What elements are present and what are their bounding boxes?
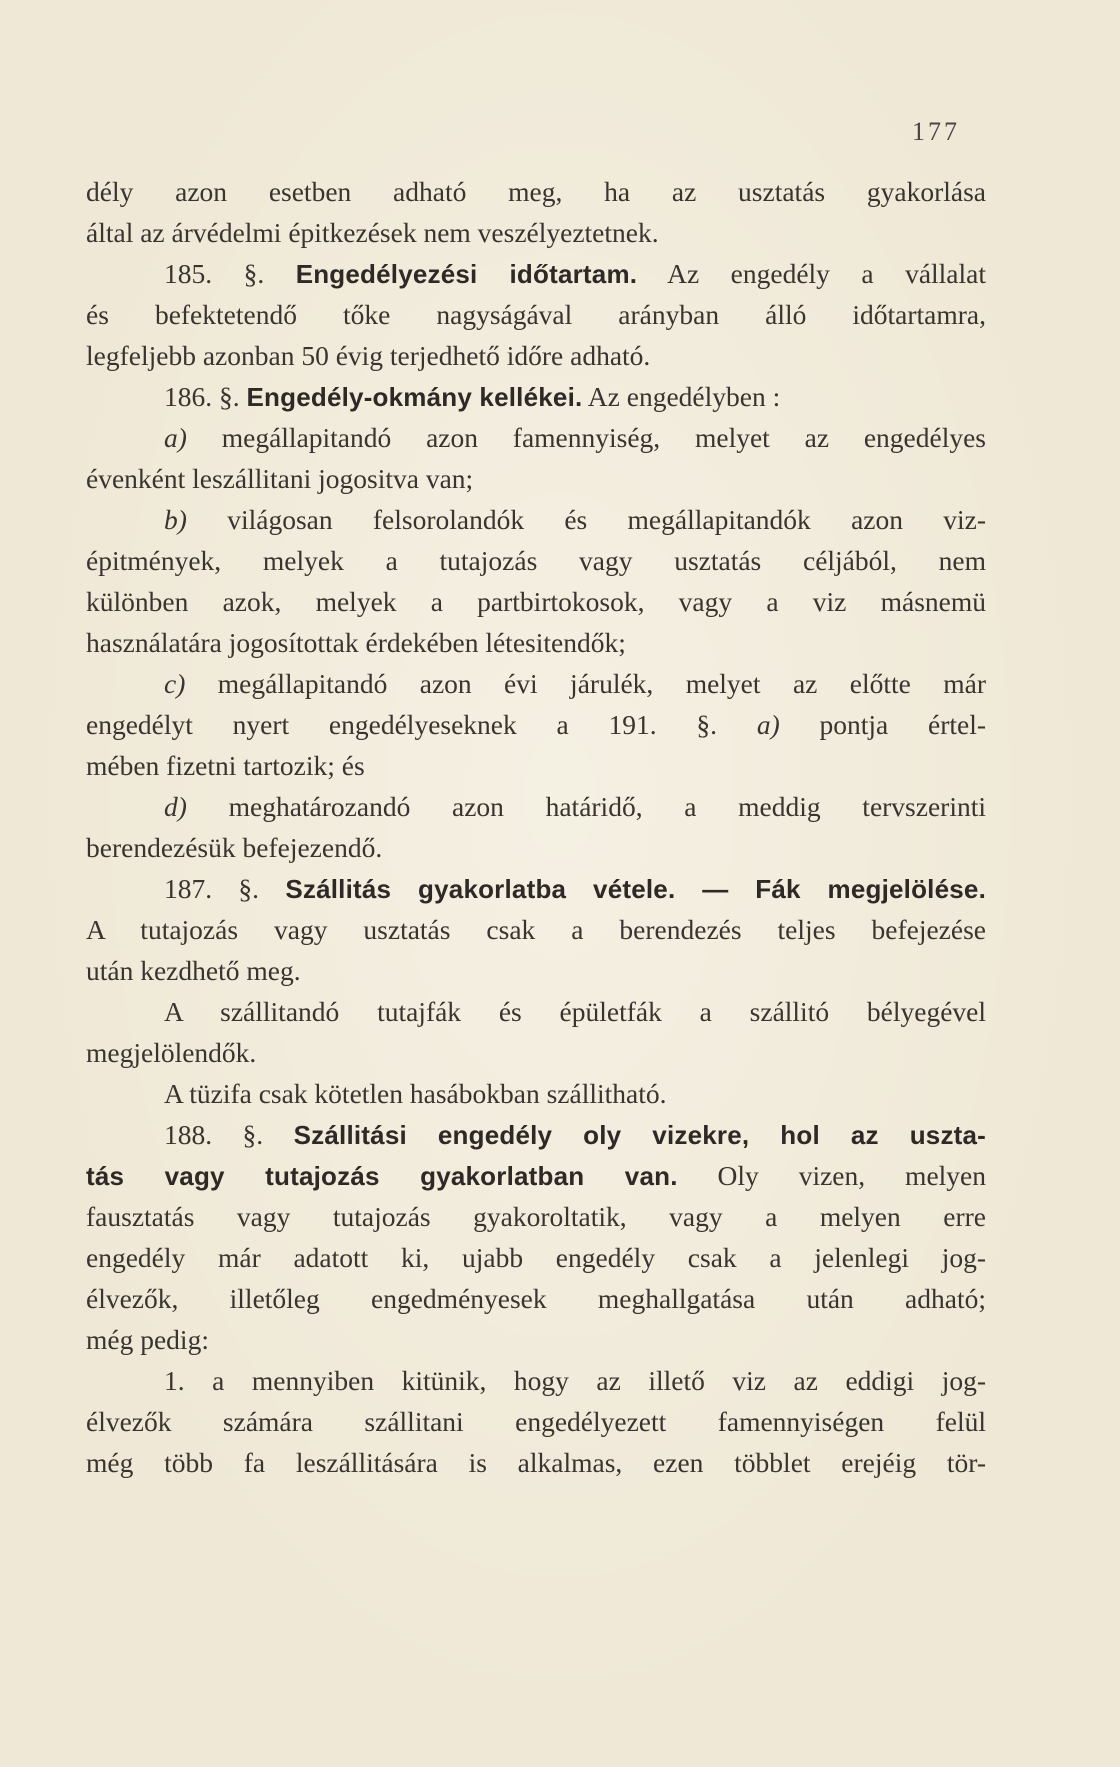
text-line: megjelölendők. — [86, 1037, 257, 1068]
list-marker: d) — [164, 791, 187, 822]
section-185: 185. §. Engedélyezési időtartam. Az engedély a vállalat — [164, 258, 986, 289]
list-marker: c) — [164, 668, 186, 699]
text-line: és befektetendő tőke nagyságával arányban álló időtartamra, — [86, 299, 986, 330]
text-line: még több fa leszállitására is alkalmas, ezen többlet erejéig tör- — [86, 1447, 986, 1478]
section-number: 186. §. — [164, 381, 240, 412]
text-line: dély azon esetben adható meg, ha az usztatás gyakorlása — [86, 176, 986, 207]
section-188 — [86, 1114, 986, 1156]
text-line: engedély már adatott ki, ujabb engedély csak a jelenlegi jog- — [86, 1242, 986, 1273]
text-line: épitmények, melyek a tutajozás vagy usztatás céljából, nem — [86, 545, 986, 576]
text-line: élvezők számára szállitani engedélyezett famennyiségen felül — [86, 1406, 986, 1437]
section-heading: Engedély-okmány kellékei. — [246, 382, 583, 412]
list-marker: b) — [164, 504, 187, 535]
list-item-b: b) világosan felsorolandók és megállapitandók azon viz- — [164, 504, 987, 535]
text-line: mében fizetni tartozik; és — [86, 750, 365, 781]
section-187 — [86, 868, 986, 910]
page-number: 177 — [912, 117, 960, 146]
section-number: 188. §. — [164, 1119, 264, 1150]
section-heading: Szállitás gyakorlatba vétele. — Fák megjelölése. — [285, 874, 986, 904]
list-marker: a) — [756, 709, 780, 740]
text-line: után kezdhető meg. — [86, 955, 301, 986]
section-heading: Engedélyezési időtartam. — [295, 259, 638, 289]
section-heading-continued: tás vagy tutajozás gyakorlatban van. — [86, 1161, 678, 1191]
text-line: használatára jogosítottak érdekében létesitendők; — [86, 627, 626, 658]
section-186: 186. §. Engedély-okmány kellékei. Az engedélyben : — [164, 381, 781, 412]
text-line: élvezők, illetőleg engedményesek meghallgatása után adható; — [86, 1283, 986, 1314]
text-line: A szállitandó tutajfák és épületfák a szállitó bélyegével — [164, 996, 986, 1027]
text-line: berendezésük befejezendő. — [86, 832, 383, 863]
list-item-a: a) megállapitandó azon famennyiség, melyet az engedélyes — [164, 422, 987, 453]
section-number: 187. §. — [164, 873, 260, 904]
text-line: fausztatás vagy tutajozás gyakoroltatik, vagy a melyen erre — [86, 1201, 986, 1232]
section-number: 185. §. — [164, 258, 265, 289]
text-line: engedélyt nyert engedélyeseknek a 191. §. a) pontja értel- — [86, 709, 987, 740]
list-item-1: 1. a mennyiben kitünik, hogy az illető viz az eddigi jog- — [164, 1365, 986, 1396]
text-line: évenként leszállitani jogositva van; — [86, 463, 474, 494]
text-line: legfeljebb azonban 50 évig terjedhető időre adható. — [86, 340, 651, 371]
text-line: A tutajozás vagy usztatás csak a berendezés teljes befejezése — [86, 914, 986, 945]
text-line: által az árvédelmi épitkezések nem veszélyeztetnek. — [86, 217, 659, 248]
section-heading: Szállitási engedély oly vizekre, hol az uszta- — [293, 1120, 987, 1150]
list-marker: a) — [164, 422, 187, 453]
text-line: tás vagy tutajozás gyakorlatban van. Oly vizen, melyen — [86, 1160, 986, 1191]
text-line: különben azok, melyek a partbirtokosok, vagy a viz másnemü — [86, 586, 986, 617]
text-line: A tüzifa csak kötetlen hasábokban szállitható. — [164, 1078, 667, 1109]
list-item-d: d) meghatározandó azon határidő, a meddig tervszerinti — [164, 791, 987, 822]
list-item-c: c) megállapitandó azon évi járulék, melyet az előtte már — [164, 668, 987, 699]
text-line: még pedig: — [86, 1324, 209, 1355]
